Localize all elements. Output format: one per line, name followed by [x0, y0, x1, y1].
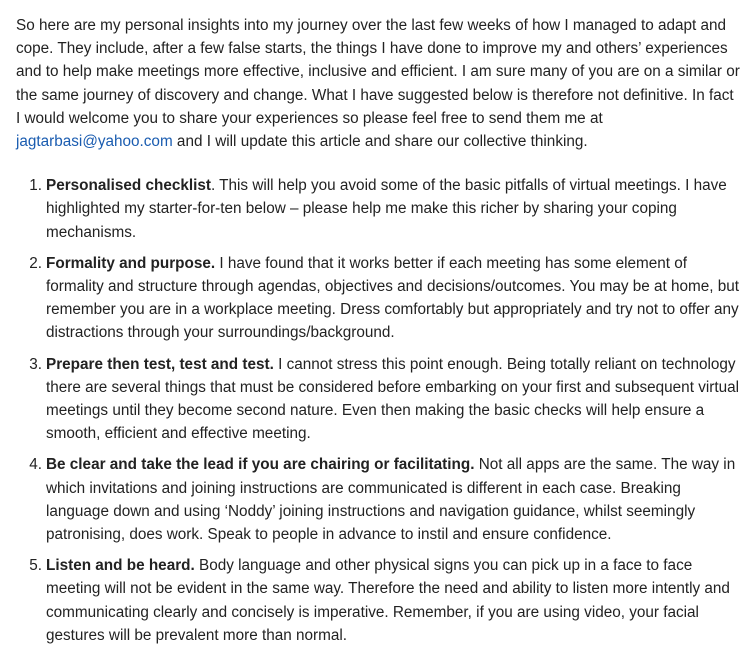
list-item-number: 4. [29, 456, 42, 474]
list-item-heading: Prepare then test, test and test. [46, 355, 274, 373]
list-item-text: I have found that it works better if each meeting has some element of formality and structure through agendas, objectives and decisions/outcomes. You may be at home, but remember you are in a workplace meeting. Dress comfortably but appropriately and try not to offer any distractions through your surroundings/background. [46, 254, 740, 342]
list-item [29, 353, 742, 446]
list-item-text: Not all apps are the same. The way in which invitations and joining instructions are communicated is different in each case. Breaking language down and using ‘Noddy’ joining instructions and navigation guidance, whilst seemingly patronising, does work. Speak to people in advance to instil and ensure confidence. [46, 456, 736, 544]
intro-paragraph [16, 14, 742, 153]
list-item-number: 1. [29, 177, 42, 195]
list-item-heading: Formality and purpose. [46, 254, 216, 272]
list-item-heading: Be clear and take the lead if you are chairing or facilitating. [46, 456, 475, 474]
list-item-text: . This will help you avoid some of the basic pitfalls of virtual meetings. I have highlighted my starter-for-ten below – please help me make this richer by sharing your coping mechanisms. [46, 177, 727, 241]
list-item-number: 5. [29, 557, 42, 575]
intro-text: So here are my personal insights into my journey over the last few weeks of how I managed to adapt and cope. They include, after a few false starts, the things I have done to improve my and others’ experiences and to help make meetings more effective, inclusive and efficient. I am sure many of you are on a similar or the same journey of discovery and change. What I have suggested below is therefore not definitive. In fact I would welcome you to share your experiences so please feel free to send them me at [16, 17, 740, 127]
email-link[interactable]: jagtarbasi@yahoo.com [16, 133, 173, 151]
list-item [29, 554, 742, 647]
insights-list [16, 174, 742, 647]
list-item-heading: Personalised checklist [46, 177, 211, 195]
list-item-number: 3. [29, 355, 42, 373]
intro-text-end: and I will update this article and share our collective thinking. [172, 133, 588, 151]
list-item [29, 453, 742, 546]
list-item-text: I cannot stress this point enough. Being totally reliant on technology there are several things that must be considered before embarking on your first and subsequent virtual meetings until they become second nature. Even then making the basic checks will help ensure a smooth, efficient and effective meeting. [46, 355, 739, 443]
list-item-heading: Listen and be heard. [46, 557, 195, 575]
list-item [29, 174, 742, 244]
list-item-text: Body language and other physical signs you can pick up in a face to face meeting will not be evident in the same way. Therefore the need and ability to listen more intently and communicating clearly and concisely is imperative. Remember, if you are using video, your facial gestures will be prevalent more than normal. [46, 557, 730, 644]
list-item-number: 2. [29, 254, 42, 272]
list-item [29, 252, 742, 345]
